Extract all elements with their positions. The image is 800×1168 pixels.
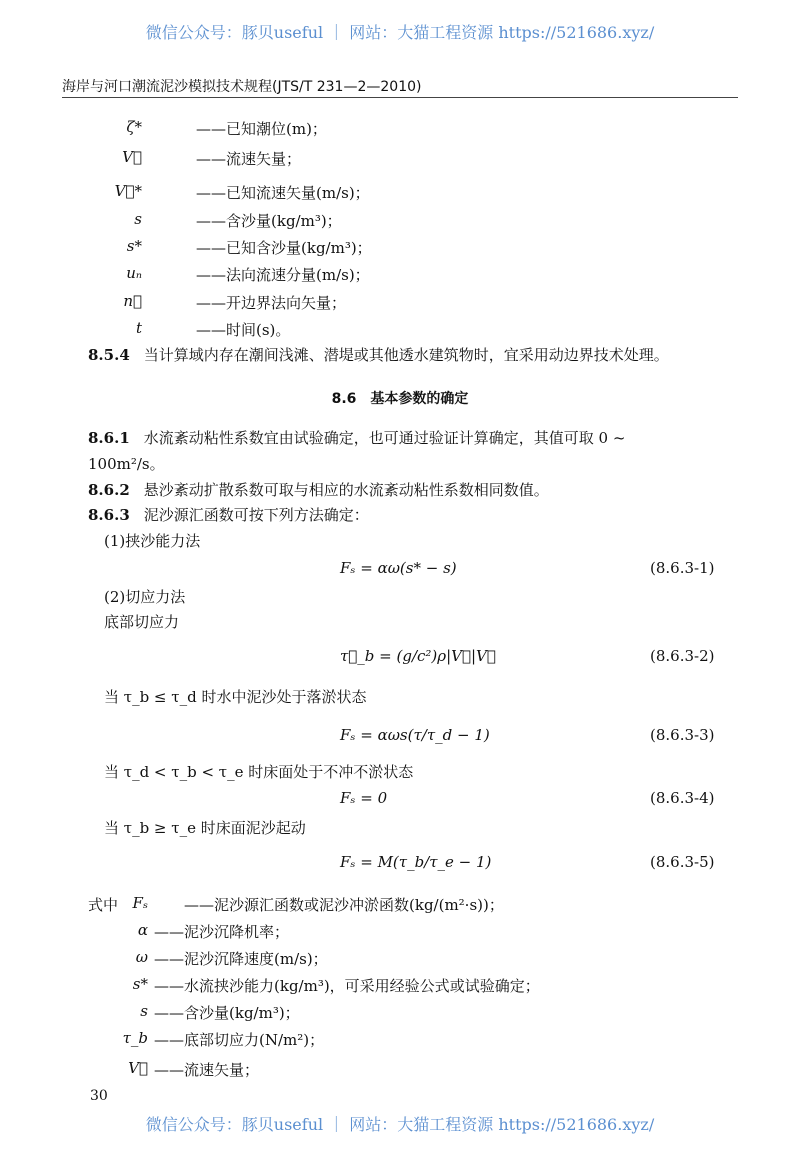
definition: ——法向流速分量(m/s)； — [196, 266, 370, 284]
definition: ——泥沙沉降速度(m/s)； — [154, 950, 328, 968]
def-row — [78, 264, 370, 284]
definition: ——开边界法向矢量； — [196, 294, 347, 312]
symbol: τ_b — [122, 1029, 148, 1047]
def-row — [78, 292, 347, 312]
method-2: (2)切应力法 — [104, 588, 186, 606]
equation: Fₛ = αωs(τ/τ_d − 1) — [340, 726, 490, 744]
symbol: Fₛ — [132, 894, 148, 912]
clause-8-6-1-cont: 100m²/s。 — [88, 455, 165, 473]
definition: ——泥沙沉降机率； — [154, 923, 290, 941]
header-rule — [62, 97, 738, 98]
section-heading: 8.6 基本参数的确定 — [331, 391, 469, 407]
definition: ——已知流速矢量(m/s)； — [196, 184, 370, 202]
equation: Fₛ = αω(s* − s) — [340, 559, 457, 577]
def-row — [78, 319, 291, 339]
definition: ——时间(s)。 — [196, 321, 291, 339]
equation-number: (8.6.3-4) — [650, 789, 715, 807]
definition: ——流速矢量； — [154, 1061, 260, 1079]
method-1: (1)挟沙能力法 — [104, 532, 201, 550]
def-row — [84, 1029, 325, 1049]
def-row — [84, 1002, 300, 1022]
symbol: s — [140, 1002, 148, 1020]
definition: ——已知潮位(m)； — [196, 120, 327, 138]
symbol: t — [135, 319, 142, 337]
def-row — [78, 237, 372, 257]
definition: ——水流挟沙能力(kg/m³)，可采用经验公式或试验确定； — [154, 977, 540, 995]
definition: ——含沙量(kg/m³)； — [196, 212, 342, 230]
symbol: ω — [135, 948, 148, 966]
page-number: 30 — [90, 1088, 108, 1104]
def-row — [84, 894, 504, 914]
clause-8-6-3: 8.6.3 泥沙源汇函数可按下列方法确定： — [88, 506, 369, 524]
symbol: n⃗ — [123, 292, 142, 310]
condition: 当 τ_b ≥ τ_e 时床面泥沙起动 — [104, 819, 306, 837]
equation: τ⃗_b = (g/c²)ρ|V⃗|V⃗ — [340, 647, 496, 665]
equation-number: (8.6.3-2) — [650, 647, 715, 665]
def-row — [84, 975, 540, 995]
def-row — [78, 182, 370, 202]
definition: ——泥沙源汇函数或泥沙冲淤函数(kg/(m²·s))； — [184, 896, 504, 914]
clause-8-5-4: 8.5.4 当计算域内存在潮间浅滩、潜堤或其他透水建筑物时，宜采用动边界技术处理。 — [88, 346, 669, 364]
def-row — [84, 921, 290, 941]
equation: Fₛ = M(τ_b/τ_e − 1) — [340, 853, 492, 871]
definition: ——含沙量(kg/m³)； — [154, 1004, 300, 1022]
symbol: α — [137, 921, 148, 939]
clause-8-6-2: 8.6.2 悬沙紊动扩散系数可取与相应的水流紊动粘性系数相同数值。 — [88, 481, 549, 499]
bottom-shear-label: 底部切应力 — [104, 613, 180, 631]
condition: 当 τ_b ≤ τ_d 时水中泥沙处于落淤状态 — [104, 688, 367, 706]
definition: ——底部切应力(N/m²)； — [154, 1031, 325, 1049]
equation-number: (8.6.3-5) — [650, 853, 715, 871]
def-row — [78, 210, 342, 230]
symbol: s* — [132, 975, 148, 993]
def-row — [84, 948, 328, 968]
def-row — [84, 1059, 260, 1079]
watermark-bottom: 微信公众号：豚贝useful ｜ 网站：大猫工程资源 https://521686.xyz/ — [145, 1115, 655, 1134]
def-row — [78, 148, 302, 168]
symbol: s — [134, 210, 142, 228]
equation-number: (8.6.3-3) — [650, 726, 715, 744]
definition: ——已知含沙量(kg/m³)； — [196, 239, 372, 257]
def-row — [78, 118, 327, 138]
clause-8-6-1: 8.6.1 水流紊动粘性系数宜由试验确定，也可通过验证计算确定，其值可取 0 ~ — [88, 429, 626, 447]
equation-number: (8.6.3-1) — [650, 559, 715, 577]
symbol: V⃗* — [114, 182, 142, 200]
where-label: 式中 — [88, 896, 119, 914]
symbol: s* — [126, 237, 142, 255]
condition: 当 τ_d < τ_b < τ_e 时床面处于不冲不淤状态 — [104, 763, 414, 781]
symbol: V⃗ — [128, 1059, 148, 1077]
definition: ——流速矢量； — [196, 150, 302, 168]
symbol: uₙ — [126, 264, 142, 282]
watermark-top: 微信公众号：豚贝useful ｜ 网站：大猫工程资源 https://521686.xyz/ — [145, 23, 655, 42]
running-header: 海岸与河口潮流泥沙模拟技术规程(JTS/T 231—2—2010) — [62, 79, 422, 95]
equation: Fₛ = 0 — [340, 789, 388, 807]
symbol: ζ* — [126, 118, 142, 136]
symbol: V⃗ — [122, 148, 142, 166]
